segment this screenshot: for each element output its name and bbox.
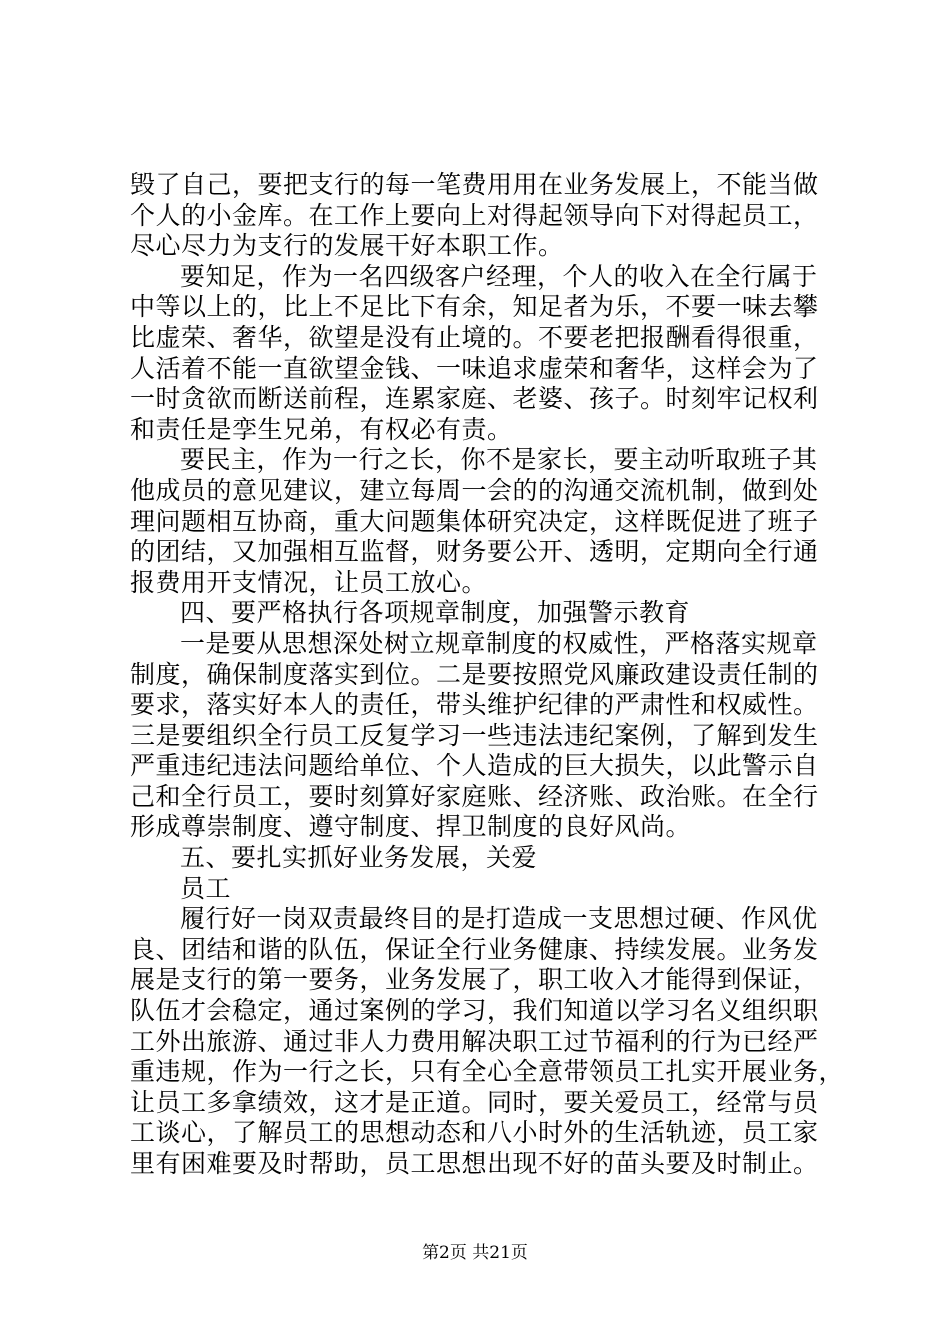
text-line: 展是支行的第一要务，业务发展了，职工收入才能得到保证，	[130, 965, 819, 995]
text-line: 工外出旅游、通过非人力费用解决职工过节福利的行为已经严	[130, 1026, 819, 1056]
text-line: 严重违纪违法问题给单位、个人造成的巨大损失，以此警示自	[130, 751, 819, 781]
text-line: 里有困难要及时帮助，员工思想出现不好的苗头要及时制止。	[130, 1149, 819, 1178]
text-line: 他成员的意见建议，建立每周一会的的沟通交流机制，做到处	[130, 475, 819, 505]
section-heading: 五、要扎实抓好业务发展，关爱	[180, 843, 538, 873]
section-heading: 员工	[180, 873, 232, 903]
text-line: 报费用开支情况，让员工放心。	[130, 567, 488, 597]
text-line: 三是要组织全行员工反复学习一些违法违纪案例，了解到发生	[130, 720, 819, 750]
text-line: 形成尊崇制度、遵守制度、捍卫制度的良好风尚。	[130, 812, 692, 842]
text-line: 重违规，作为一行之长，只有全心全意带领员工扎实开展业务，	[130, 1057, 845, 1087]
text-line: 工谈心，了解员工的思想动态和八小时外的生活轨迹，员工家	[130, 1118, 819, 1148]
text-line: 一是要从思想深处树立规章制度的权威性，严格落实规章	[180, 628, 818, 658]
text-line: 人活着不能一直欲望金钱、一味追求虚荣和奢华，这样会为了	[130, 353, 819, 383]
section-heading: 四、要严格执行各项规章制度，加强警示教育	[180, 598, 691, 628]
text-line: 良、团结和谐的队伍，保证全行业务健康、持续发展。业务发	[130, 934, 819, 964]
body-text	[130, 170, 845, 1180]
text-line: 的团结，又加强相互监督，财务要公开、透明，定期向全行通	[130, 537, 819, 567]
text-line: 让员工多拿绩效，这才是正道。同时，要关爱员工，经常与员	[130, 1087, 819, 1117]
text-line: 个人的小金库。在工作上要向上对得起领导向下对得起员工，	[130, 200, 819, 230]
text-line: 要求，落实好本人的责任，带头维护纪律的严肃性和权威性。	[130, 690, 819, 720]
text-line: 一时贪欲而断送前程，连累家庭、老婆、孩子。时刻牢记权利	[130, 384, 819, 414]
text-line: 毁了自己，要把支行的每一笔费用用在业务发展上，不能当做	[130, 170, 819, 199]
text-line: 比虚荣、奢华，欲望是没有止境的。不要老把报酬看得很重，	[130, 322, 819, 352]
text-line: 制度，确保制度落实到位。二是要按照党风廉政建设责任制的	[130, 659, 819, 689]
text-line: 理问题相互协商，重大问题集体研究决定，这样既促进了班子	[130, 506, 819, 536]
text-line: 尽心尽力为支行的发展干好本职工作。	[130, 231, 564, 261]
text-line: 中等以上的，比上不足比下有余，知足者为乐，不要一味去攀	[130, 292, 819, 322]
text-line: 履行好一岗双责最终目的是打造成一支思想过硬、作风优	[180, 904, 818, 934]
text-line: 己和全行员工，要时刻算好家庭账、经济账、政治账。在全行	[130, 781, 819, 811]
text-line: 队伍才会稳定，通过案例的学习，我们知道以学习名义组织职	[130, 996, 819, 1026]
page-number-footer: 第2页 共21页	[422, 1243, 528, 1263]
text-line: 要民主，作为一行之长，你不是家长，要主动听取班子其	[180, 445, 818, 475]
text-line: 和责任是孪生兄弟，有权必有责。	[130, 414, 513, 444]
text-line: 要知足，作为一名四级客户经理，个人的收入在全行属于	[180, 261, 818, 291]
